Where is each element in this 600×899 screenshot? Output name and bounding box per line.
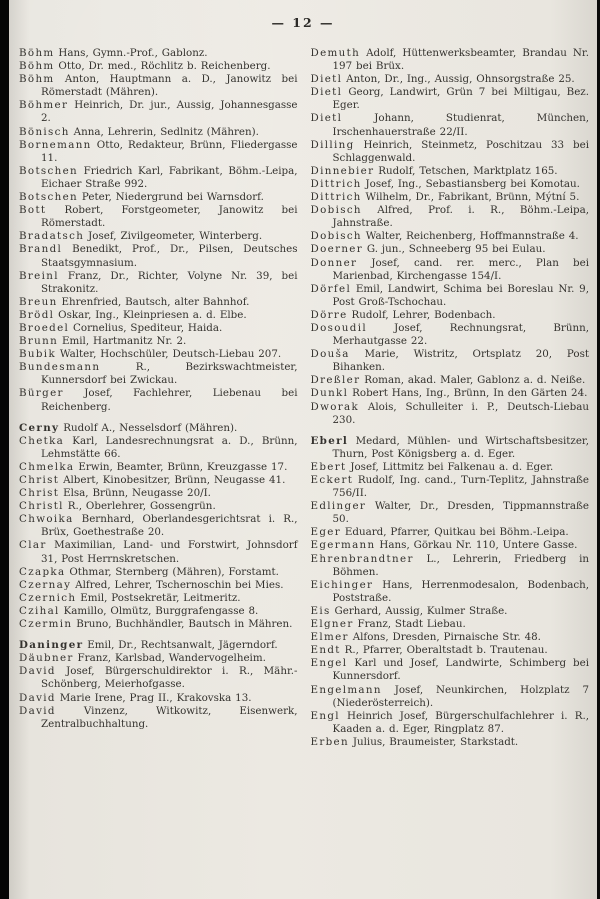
entry-surname: Elgner (310, 618, 354, 631)
entry-surname: Brandl (19, 243, 63, 256)
entry-surname: Daninger (19, 639, 84, 652)
entry-surname: Bürger (19, 387, 64, 400)
entry-surname: David (19, 665, 56, 678)
directory-entry: Ehrenbrandtner L., Lehrerin, Friedberg in Böhmen. (310, 552, 589, 578)
entry-surname: Christ (19, 487, 60, 500)
entry-surname: Eger (310, 526, 341, 539)
entry-surname: Czapka (19, 565, 66, 578)
directory-entry: Dobisch Walter, Reichenberg, Hoffmannstraße 4. (310, 230, 579, 243)
directory-entry: Dietl Georg, Landwirt, Grün 7 bei Miltigau, Bez. Eger. (310, 86, 589, 112)
directory-entry: Böhmer Heinrich, Dr. jur., Aussig, Johannesgasse 2. (19, 99, 298, 125)
directory-entry: Dietl Johann, Studienrat, München, Irschenhauerstraße 22/II. (310, 112, 589, 138)
directory-entry: Brandl Benedikt, Prof., Dr., Pilsen, Deutsches Staatsgymnasium. (19, 243, 298, 269)
entry-surname: Bott (19, 204, 47, 217)
entry-surname: Engel (310, 657, 348, 670)
entry-surname: Edlinger (310, 500, 367, 513)
entry-surname: Clar (19, 539, 47, 552)
directory-entry: Cerny Rudolf A., Nesselsdorf (Mähren). (19, 421, 238, 434)
entry-surname: Cerny (19, 421, 60, 434)
directory-entry: Dietl Anton, Dr., Ing., Aussig, Ohnsorgstraße 25. (310, 73, 575, 86)
directory-entry: Christ Albert, Kinobesitzer, Brünn, Neugasse 41. (19, 474, 286, 486)
directory-entry: Bundesmann R., Bezirkswachtmeister, Kunnersdorf bei Zwickau. (19, 361, 298, 387)
entry-surname: Egermann (310, 539, 376, 552)
entry-surname: Christ (19, 474, 60, 486)
directory-entry: Brunn Emil, Hartmanitz Nr. 2. (19, 335, 187, 348)
directory-entry: Chetka Karl, Landesrechnungsrat a. D., Brünn, Lehmstätte 66. (19, 434, 298, 460)
scan-edge-left (0, 0, 9, 899)
directory-entry: Brödl Oskar, Ing., Kleinpriesen a. d. Elbe. (19, 308, 247, 321)
directory-entry: Dobisch Alfred, Prof. i. R., Böhm.-Leipa, Jahnstraße. (310, 204, 589, 230)
directory-entry: Clar Maximilian, Land- und Forstwirt, Johnsdorf 31, Post Herrnskretschen. (19, 539, 298, 565)
entry-surname: Dobisch (310, 230, 362, 243)
directory-entry: Czernay Alfred, Lehrer, Tschernoschin bei Mies. (19, 578, 284, 591)
entry-surname: Botschen (19, 164, 79, 177)
directory-entry: Botschen Peter, Niedergrund bei Warnsdorf. (19, 191, 264, 204)
entry-surname: Dilling (310, 138, 355, 151)
directory-entry: David Vinzenz, Witkowitz, Eisenwerk, Zentralbuchhaltung. (19, 704, 298, 730)
entry-surname: Christl (19, 500, 64, 513)
directory-entry: Böhm Anton, Hauptmann a. D., Janowitz bei Römerstadt (Mähren). (19, 73, 298, 99)
directory-entry: Dreßler Roman, akad. Maler, Gablonz a. d. Neiße. (310, 374, 586, 387)
entry-surname: Czermin (19, 618, 73, 631)
entry-surname: Chetka (19, 434, 65, 447)
directory-entry: Douša Marie, Wistritz, Ortsplatz 20, Post Bihanken. (310, 348, 589, 374)
entry-surname: Elmer (310, 631, 349, 644)
entry-surname: Dörre (310, 308, 348, 321)
directory-entry: Bürger Josef, Fachlehrer, Liebenau bei Reichenberg. (19, 387, 298, 413)
entry-surname: Bönisch (19, 125, 70, 138)
directory-entry: Bubik Walter, Hochschüler, Deutsch-Liebau 207. (19, 348, 282, 361)
entry-surname: Breinl (19, 269, 59, 282)
directory-entry: Demuth Adolf, Hüttenwerksbeamter, Brandau Nr. 197 bei Brüx. (310, 47, 589, 73)
directory-entry: Dilling Heinrich, Steinmetz, Poschitzau 33 bei Schlaggenwald. (310, 138, 589, 164)
directory-entry: Edlinger Walter, Dr., Dresden, Tippmannstraße 50. (310, 500, 589, 526)
directory-entry: David Marie Irene, Prag II., Krakovska 13. (19, 691, 252, 704)
entry-surname: Böhm (19, 47, 55, 59)
directory-entry: Donner Josef, cand. rer. merc., Plan bei Marienbad, Kirchengasse 154/I. (310, 256, 589, 282)
entry-surname: Breun (19, 295, 58, 308)
directory-entry: Bornemann Otto, Redakteur, Brünn, Fliedergasse 11. (19, 138, 298, 164)
directory-entry: Eis Gerhard, Aussig, Kulmer Straße. (310, 604, 508, 617)
directory-entry: Czapka Othmar, Sternberg (Mähren), Forstamt. (19, 565, 279, 578)
directory-entry: Eckert Rudolf, Ing. cand., Turn-Teplitz, Jahnstraße 756/II. (310, 474, 589, 500)
entry-surname: Demuth (310, 47, 361, 59)
directory-entry: Broedel Cornelius, Spediteur, Haida. (19, 321, 223, 334)
entry-surname: Endt (310, 644, 341, 657)
directory-entry: Ebert Josef, Littmitz bei Falkenau a. d. Eger. (310, 460, 554, 473)
entry-surname: Chmelka (19, 460, 75, 473)
entry-surname: Eis (310, 604, 331, 617)
directory-entry: Egermann Hans, Görkau Nr. 110, Untere Gasse. (310, 539, 578, 552)
directory-entry: Elgner Franz, Stadt Liebau. (310, 618, 466, 631)
directory-entry: Dörfel Emil, Landwirt, Schima bei Boreslau Nr. 9, Post Groß-Tschochau. (310, 282, 589, 308)
directory-entry: Dunkl Robert Hans, Ing., Brünn, In den Gärten 24. (310, 387, 588, 400)
entry-surname: Böhm (19, 73, 55, 86)
directory-entry: Erben Julius, Braumeister, Starkstadt. (310, 735, 519, 748)
entry-surname: Dobisch (310, 204, 362, 217)
directory-entry: Dittrich Josef, Ing., Sebastiansberg bei Komotau. (310, 177, 580, 190)
entry-surname: Donner (310, 256, 358, 269)
entry-surname: Dietl (310, 73, 343, 86)
directory-entry: David Josef, Bürgerschuldirektor i. R., Mähr.-Schönberg, Meierhofgasse. (19, 665, 298, 691)
entry-surname: Bradatsch (19, 230, 85, 243)
directory-entry: Dworak Alois, Schulleiter i. P., Deutsch-Liebau 230. (310, 400, 589, 426)
entry-surname: Dittrich (310, 177, 362, 190)
directory-entry: Eichinger Hans, Herrenmodesalon, Bodenbach, Poststraße. (310, 578, 589, 604)
entry-surname: Czernich (19, 591, 77, 604)
directory-entry: Czernich Emil, Postsekretär, Leitmeritz. (19, 591, 241, 604)
directory-entry: Chmelka Erwin, Beamter, Brünn, Kreuzgasse 17. (19, 460, 288, 473)
directory-entry: Czihal Kamillo, Olmütz, Burggrafengasse 8. (19, 604, 259, 617)
entry-surname: Däubner (19, 652, 74, 665)
entry-surname: Chwoika (19, 513, 74, 526)
entry-surname: Bornemann (19, 138, 92, 151)
directory-entry: Endt R., Pfarrer, Oberaltstadt b. Trautenau. (310, 644, 548, 657)
directory-entry: Breinl Franz, Dr., Richter, Volyne Nr. 39, bei Strakonitz. (19, 269, 298, 295)
directory-entry: Böhm Otto, Dr. med., Röchlitz b. Reichenberg. (19, 60, 271, 73)
directory-entry: Engelmann Josef, Neunkirchen, Holzplatz 7 (Niederösterreich). (310, 683, 589, 709)
directory-entry: Christ Elsa, Brünn, Neugasse 20/I. (19, 487, 211, 500)
entry-surname: Dietl (310, 86, 343, 99)
directory-entry: Engl Heinrich Josef, Bürgerschulfachlehrer i. R., Kaaden a. d. Eger, Ringplatz 87. (310, 709, 589, 735)
entry-surname: Dunkl (310, 387, 349, 400)
entry-surname: Czihal (19, 604, 60, 617)
entry-surname: Dietl (310, 112, 343, 125)
entry-surname: Böhmer (19, 99, 69, 112)
entry-surname: Dworak (310, 400, 360, 413)
entry-surname: Eckert (310, 474, 354, 486)
directory-entry: Czermin Bruno, Buchhändler, Bautsch in Mähren. (19, 618, 293, 631)
entry-surname: Dittrich (310, 191, 362, 204)
directory-entry: Bradatsch Josef, Zivilgeometer, Winterberg. (19, 230, 263, 243)
entry-surname: Broedel (19, 321, 70, 334)
directory-entry: Dittrich Wilhelm, Dr., Fabrikant, Brünn, Mýtní 5. (310, 191, 580, 204)
entry-surname: Bundesmann (19, 361, 101, 374)
directory-entry: Bönisch Anna, Lehrerin, Sedlnitz (Mähren). (19, 125, 259, 138)
entry-surname: Doerner (310, 243, 363, 256)
entry-surname: Bubik (19, 348, 57, 361)
entry-surname: Ehrenbrandtner (310, 552, 414, 565)
page-number: — 12 — (271, 15, 335, 30)
directory-entry: Dinnebier Rudolf, Tetschen, Marktplatz 165. (310, 164, 558, 177)
entry-surname: Böhm (19, 60, 55, 73)
directory-entry: Engel Karl und Josef, Landwirte, Schimberg bei Kunnersdorf. (310, 657, 589, 683)
directory-entry: Christl R., Oberlehrer, Gossengrün. (19, 500, 216, 513)
entry-surname: Engelmann (310, 683, 382, 696)
directory-entry: Eberl Medard, Mühlen- und Wirtschaftsbesitzer, Thurn, Post Königsberg a. d. Eger. (310, 434, 589, 460)
entry-surname: Dosoudil (310, 321, 367, 334)
entry-surname: Engl (310, 709, 340, 722)
directory-entry: Dörre Rudolf, Lehrer, Bodenbach. (310, 308, 496, 321)
entry-surname: David (19, 691, 56, 704)
directory-entry: Daninger Emil, Dr., Rechtsanwalt, Jägerndorf. (19, 639, 278, 652)
entry-surname: Douša (310, 348, 350, 361)
entry-surname: David (19, 704, 56, 717)
directory-entry: Doerner G. jun., Schneeberg 95 bei Eulau. (310, 243, 546, 256)
directory-entry: Böhm Hans, Gymn.-Prof., Gablonz. (19, 47, 208, 59)
directory-entry: Bott Robert, Forstgeometer, Janowitz bei Römerstadt. (19, 204, 298, 230)
directory-entry: Eger Eduard, Pfarrer, Quitkau bei Böhm.-Leipa. (310, 526, 569, 539)
entry-surname: Dinnebier (310, 164, 375, 177)
column-left (19, 47, 298, 749)
entry-surname: Ebert (310, 460, 347, 473)
column-right (311, 47, 590, 749)
entry-surname: Czernay (19, 578, 72, 591)
directory-entry: Däubner Franz, Karlsbad, Wandervogelheim. (19, 652, 266, 665)
entry-surname: Eichinger (310, 578, 374, 591)
directory-entry: Breun Ehrenfried, Bautsch, alter Bahnhof. (19, 295, 250, 308)
entry-surname: Eberl (310, 434, 349, 447)
entry-surname: Erben (310, 735, 349, 748)
page (9, 0, 597, 899)
entry-surname: Brunn (19, 335, 59, 348)
directory-entry: Elmer Alfons, Dresden, Pirnaische Str. 48. (310, 631, 541, 644)
directory-columns (9, 30, 597, 749)
directory-entry: Dosoudil Josef, Rechnungsrat, Brünn, Merhautgasse 22. (310, 321, 589, 348)
entry-surname: Dörfel (310, 282, 352, 295)
directory-entry: Chwoika Bernhard, Oberlandesgerichtsrat i. R., Brüx, Goethestraße 20. (19, 513, 298, 539)
entry-surname: Dreßler (310, 374, 361, 387)
entry-surname: Botschen (19, 191, 79, 204)
directory-entry: Botschen Friedrich Karl, Fabrikant, Böhm.-Leipa, Eichaer Straße 992. (19, 164, 298, 190)
entry-surname: Brödl (19, 308, 55, 321)
